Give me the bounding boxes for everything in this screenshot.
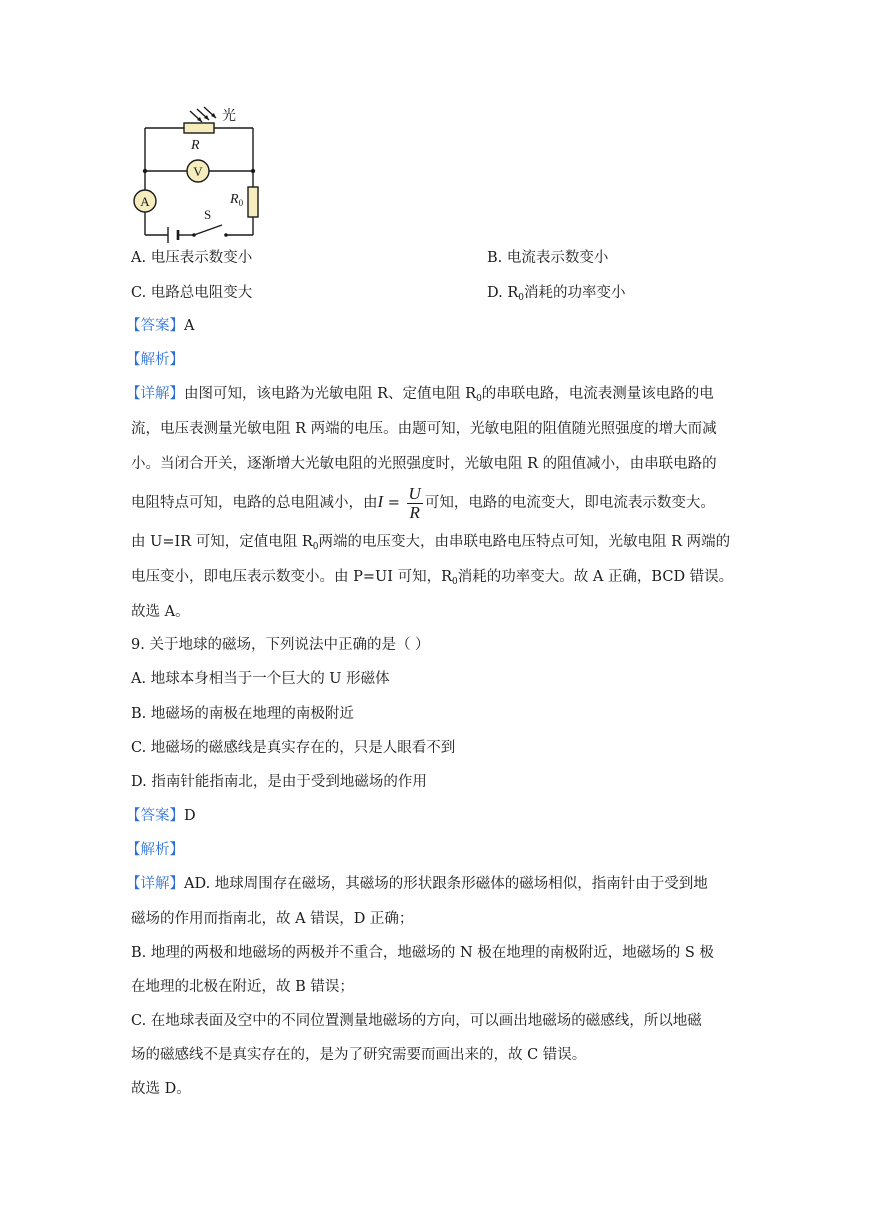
q9-detail-line2: 磁场的作用而指南北，故 A 错误，D 正确； bbox=[131, 911, 414, 927]
q8-option-b: B. 电流表示数变小 bbox=[487, 250, 609, 266]
q9-detail-line7: 故选 D。 bbox=[131, 1081, 191, 1097]
q8-detail-line1: 【详解】由图可知，该电路为光敏电阻 R、定值电阻 $R_0$的串联电路，电流表测量该电路的电 bbox=[126, 386, 714, 404]
switch-label: S bbox=[204, 207, 212, 222]
q9-detail-line6: 场的磁感线不是真实存在的，是为了研究需要而画出来的，故 C 错误。 bbox=[131, 1047, 587, 1063]
q9-stem: 9. 关于地球的磁场，下列说法中正确的是（ ） bbox=[131, 637, 430, 653]
q9-answer: 【答案】D bbox=[126, 808, 196, 824]
q8-detail-line6: 电压变小，即电压表示数变小。由 P=UI 可知，$R_0$消耗的功率变大。故 A 正确，BCD 错误。 bbox=[131, 569, 734, 587]
fixed-resistor bbox=[248, 187, 258, 217]
q9-option-d: D. 指南针能指南北，是由于受到地磁场的作用 bbox=[131, 774, 427, 790]
q9-option-c: C. 地磁场的磁感线是真实存在的，只是人眼看不到 bbox=[131, 740, 456, 756]
q9-detail-line4: 在地理的北极在附近，故 B 错误； bbox=[131, 979, 354, 995]
q8-detail-line3: 小。当闭合开关，逐渐增大光敏电阻的光照强度时，光敏电阻 R 的阻值减小，由串联电路的 bbox=[131, 456, 717, 472]
photoresistor bbox=[184, 123, 214, 133]
q9-option-a: A. 地球本身相当于一个巨大的 U 形磁体 bbox=[131, 671, 390, 687]
q9-detail-line5: C. 在地球表面及空中的不同位置测量地磁场的方向，可以画出地磁场的磁感线，所以地磁 bbox=[131, 1013, 702, 1029]
q9-option-b: B. 地磁场的南极在地理的南极附近 bbox=[131, 706, 354, 722]
voltmeter-label: V bbox=[193, 164, 203, 179]
q9-detail-line3: B. 地理的两极和地磁场的两极并不重合，地磁场的 N 极在地理的南极附近，地磁场的 S 极 bbox=[131, 945, 714, 961]
q8-detail-line4: 电阻特点可知，电路的总电阻减小，由I = $\frac{U}{R}$ 可知，电路的电流变大，即电流表示数变大。 bbox=[131, 483, 715, 522]
q8-option-c: C. 电路总电阻变大 bbox=[131, 285, 253, 301]
q9-detail-line1: 【详解】AD. 地球周围存在磁场，其磁场的形状跟条形磁体的磁场相似，指南针由于受到地 bbox=[126, 876, 708, 892]
ammeter-label: A bbox=[140, 194, 150, 209]
q9-analysis-tag: 【解析】 bbox=[126, 842, 184, 858]
q8-answer: 【答案】A bbox=[126, 318, 195, 334]
circuit-diagram bbox=[128, 103, 268, 243]
r0-label: $R_0$ bbox=[230, 192, 244, 208]
formula-fraction: $\frac{U}{R}$ bbox=[408, 483, 421, 522]
q8-detail-line5: 由 U=IR 可知，定值电阻 $R_0$两端的电压变大，由串联电路电压特点可知，光敏电阻 R 两端的 bbox=[131, 534, 731, 552]
q8-detail-line7: 故选 A。 bbox=[131, 604, 190, 620]
q8-option-a: A. 电压表示数变小 bbox=[131, 250, 253, 266]
q8-analysis-tag: 【解析】 bbox=[126, 352, 184, 368]
q8-detail-line2: 流，电压表测量光敏电阻 R 两端的电压。由题可知，光敏电阻的阻值随光照强度的增大而减 bbox=[131, 421, 717, 437]
q8-option-d: D. $R_0$消耗的功率变小 bbox=[487, 285, 626, 303]
light-label: 光 bbox=[222, 109, 236, 124]
formula-i: I bbox=[377, 492, 384, 511]
r-label: R bbox=[191, 138, 200, 153]
